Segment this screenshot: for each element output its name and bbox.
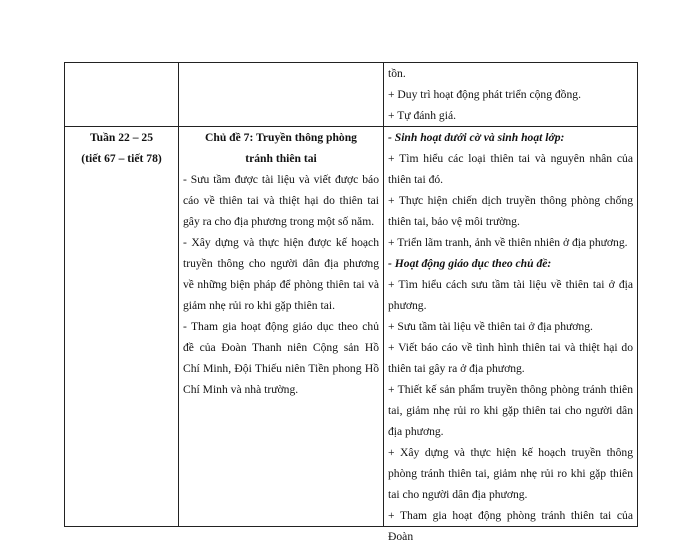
activity-line: + Tự đánh giá. <box>388 109 456 122</box>
objectives-cell-empty <box>179 63 384 127</box>
section-heading: - Sinh hoạt dưới cờ và sinh hoạt lớp: <box>388 131 565 144</box>
table-row <box>65 63 638 127</box>
topic-title: Chủ đề 7: Truyền thông phòng tránh thiên tai <box>205 131 357 165</box>
activity-item: + Tìm hiểu cách sưu tầm tài liệu về thiên tai ở địa phương. <box>388 278 633 312</box>
periods-label: (tiết 67 – tiết 78) <box>81 152 162 165</box>
activity-item: + Xây dựng và thực hiện kế hoạch truyền thông phòng tránh thiên tai, giảm nhẹ rủi ro khi gặp thiên tai cho người dân địa phương. <box>388 446 633 501</box>
activity-item: + Thiết kế sản phẩm truyền thông phòng tránh thiên tai, giảm nhẹ rủi ro khi gặp thiên tai cho người dân địa phương. <box>388 383 633 438</box>
week-cell-empty <box>65 63 179 127</box>
activity-item: + Triển lãm tranh, ảnh về thiên nhiên ở địa phương. <box>388 236 628 249</box>
lesson-plan-table <box>64 62 638 543</box>
activity-item: + Viết báo cáo về tình hình thiên tai và thiệt hại do thiên tai gây ra ở địa phương. <box>388 341 633 375</box>
table-row <box>65 127 638 527</box>
activity-line: + Duy trì hoạt động phát triển cộng đồng. <box>388 88 581 101</box>
activity-item: + Thực hiện chiến dịch truyền thông phòng chống thiên tai, bảo vệ môi trường. <box>388 194 633 228</box>
activity-item: + Tham gia hoạt động phòng tránh thiên tai của Đoàn <box>388 509 633 543</box>
activity-item: + Tìm hiểu các loại thiên tai và nguyên nhân của thiên tai đó. <box>388 152 633 186</box>
activities-cell <box>384 63 638 127</box>
activity-item: + Sưu tầm tài liệu về thiên tai ở địa phương. <box>388 320 593 333</box>
week-label: Tuần 22 – 25 <box>89 131 154 144</box>
week-cell <box>65 127 179 527</box>
section-heading: - Hoạt động giáo dục theo chủ đề: <box>388 257 552 270</box>
objective-item: - Sưu tầm được tài liệu và viết được báo cáo về thiên tai và thiệt hại do thiên tai gây ra cho địa phương trong một số năm. <box>183 173 379 228</box>
objective-item: - Tham gia hoạt động giáo dục theo chủ đề của Đoàn Thanh niên Cộng sản Hồ Chí Minh, Đội Thiếu niên Tiền phong Hồ Chí Minh và nhà trường. <box>183 320 379 396</box>
objective-item: - Xây dựng và thực hiện được kế hoạch truyền thông cho người dân địa phương về những biện pháp để phòng thiên tai và giảm nhẹ rủi ro khi gặp thiên tai. <box>183 236 379 312</box>
activity-line: tồn. <box>388 67 406 80</box>
objectives-cell <box>179 127 384 527</box>
activities-cell <box>384 127 638 543</box>
